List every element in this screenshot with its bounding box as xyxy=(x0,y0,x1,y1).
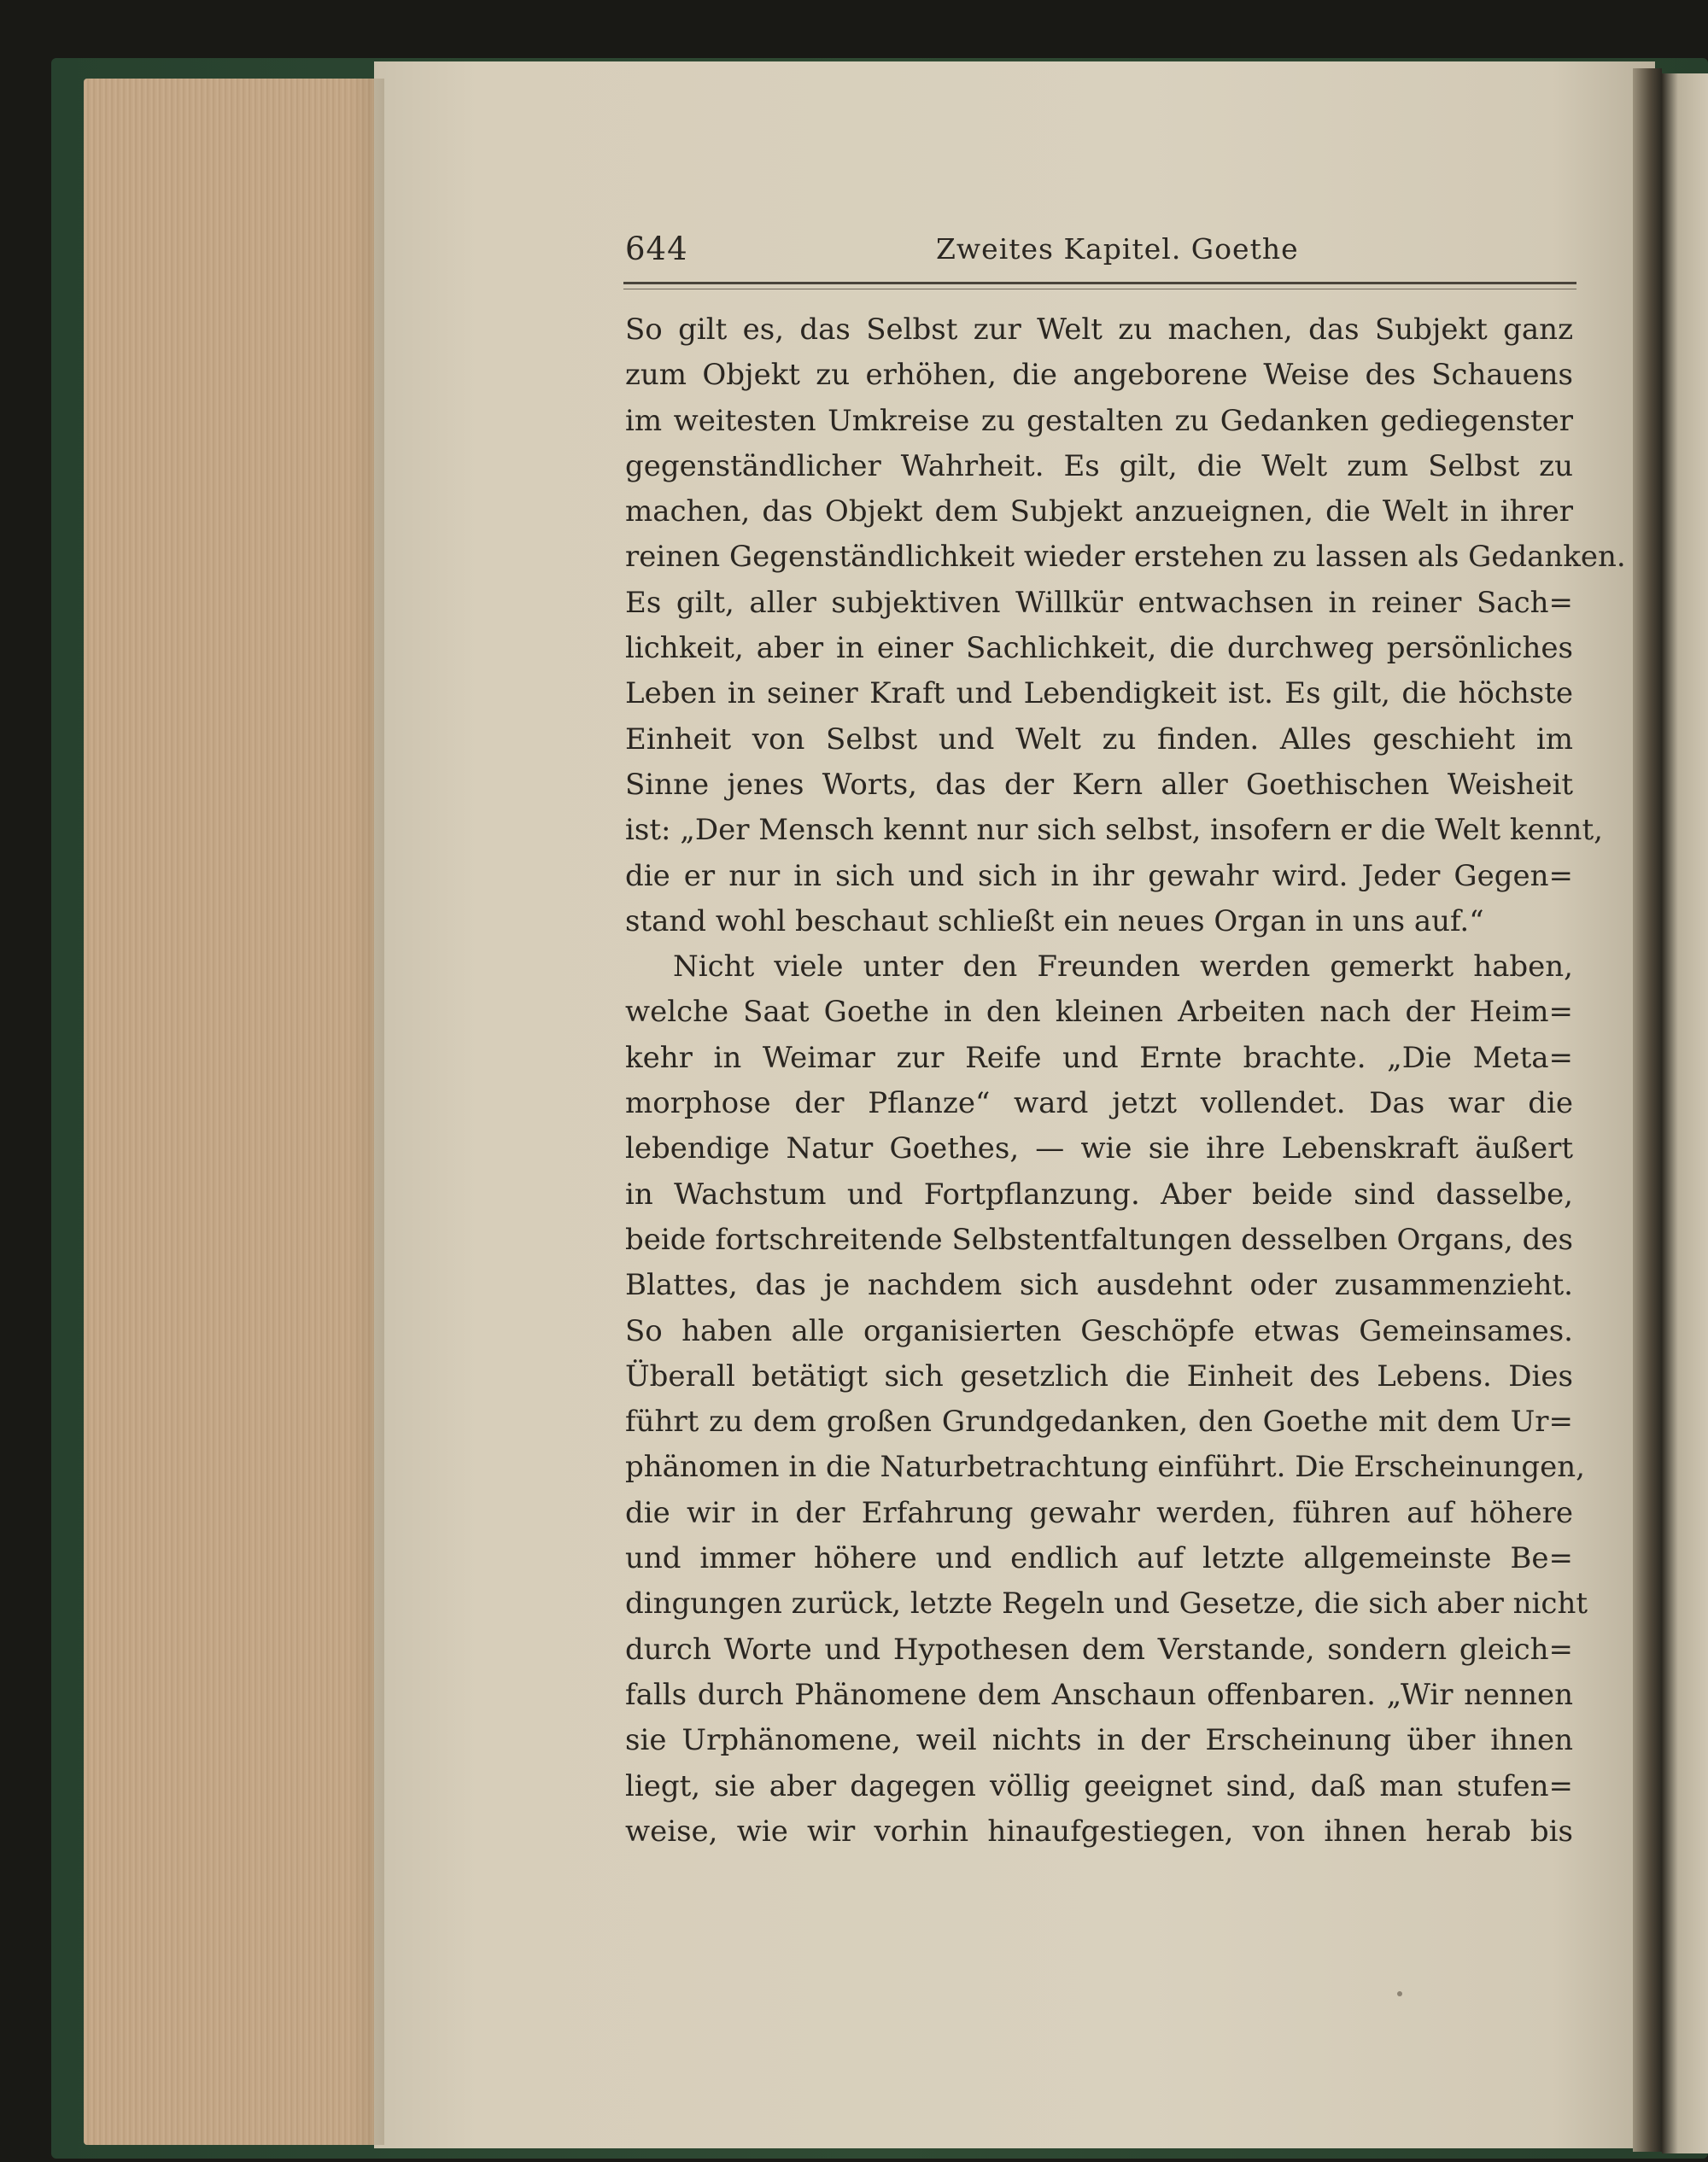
text-line: sie Urphänomene, weil nichts in der Erscheinung über ihnen xyxy=(625,1723,1573,1758)
header-rule xyxy=(623,282,1576,284)
text-line: kehr in Weimar zur Reife und Ernte brachte. „Die Meta= xyxy=(625,1040,1573,1075)
text-line: ist: „Der Mensch kennt nur sich selbst, insofern er die Welt kennt, xyxy=(625,813,1603,848)
text-line: weise, wie wir vorhin hinaufgestiegen, von ihnen herab bis xyxy=(625,1814,1573,1849)
text-line: Einheit von Selbst und Welt zu finden. Alles geschieht im xyxy=(625,722,1573,757)
paper-speck xyxy=(1397,1991,1402,1996)
text-line: lebendige Natur Goethes, — wie sie ihre Lebenskraft äußert xyxy=(625,1131,1573,1166)
text-line-paragraph-start: Nicht viele unter den Freunden werden gemerkt haben, xyxy=(673,950,1573,985)
text-line: durch Worte und Hypothesen dem Verstande, sondern gleich= xyxy=(625,1632,1573,1667)
facing-page-edge xyxy=(1662,73,1708,2153)
text-line: die wir in der Erfahrung gewahr werden, führen auf höhere xyxy=(625,1495,1573,1530)
text-line: lichkeit, aber in einer Sachlichkeit, die durchweg persönliches xyxy=(625,631,1573,666)
page-edge-shadow xyxy=(350,79,384,2145)
text-line: reinen Gegenständlichkeit wieder erstehen zu lassen als Gedanken. xyxy=(625,540,1626,575)
text-line: beide fortschreitende Selbstentfaltungen desselben Organs, des xyxy=(625,1222,1573,1257)
text-line: So gilt es, das Selbst zur Welt zu machen, das Subjekt ganz xyxy=(625,313,1573,347)
text-line: dingungen zurück, letzte Regeln und Gesetze, die sich aber nicht xyxy=(625,1586,1588,1622)
book-gutter xyxy=(1633,68,1662,2152)
text-line: führt zu dem großen Grundgedanken, den Goethe mit dem Ur= xyxy=(625,1405,1573,1440)
text-line: im weitesten Umkreise zu gestalten zu Gedanken gediegenster xyxy=(625,403,1573,438)
text-line: welche Saat Goethe in den kleinen Arbeiten nach der Heim= xyxy=(625,995,1573,1030)
text-line: phänomen in die Naturbetrachtung einführt. Die Erscheinungen, xyxy=(625,1450,1585,1485)
text-line: Überall betätigt sich gesetzlich die Einheit des Lebens. Dies xyxy=(625,1359,1573,1394)
text-line: stand wohl beschaut schließt ein neues Organ in uns auf.“ xyxy=(625,903,1484,938)
body-text xyxy=(625,307,1626,1855)
text-line: falls durch Phänomene dem Anschaun offenbaren. „Wir nennen xyxy=(625,1677,1573,1712)
text-line: in Wachstum und Fortpflanzung. Aber beide sind dasselbe, xyxy=(625,1177,1573,1212)
text-line: Sinne jenes Worts, das der Kern aller Goethischen Weisheit xyxy=(625,767,1573,802)
chapter-title: Zweites Kapitel. Goethe xyxy=(936,232,1299,266)
text-line: die er nur in sich und sich in ihr gewahr wird. Jeder Gegen= xyxy=(625,858,1573,893)
text-line: gegenständlicher Wahrheit. Es gilt, die Welt zum Selbst zu xyxy=(625,448,1573,483)
text-line: zum Objekt zu erhöhen, die angeborene Weise des Schauens xyxy=(625,358,1573,393)
page-number: 644 xyxy=(625,231,688,267)
text-line: morphose der Pflanze“ ward jetzt vollendet. Das war die xyxy=(625,1086,1573,1121)
text-line: liegt, sie aber dagegen völlig geeignet sind, daß man stufen= xyxy=(625,1768,1573,1803)
running-head xyxy=(625,231,1573,280)
text-line: Leben in seiner Kraft und Lebendigkeit ist. Es gilt, die höchste xyxy=(625,676,1573,711)
text-line: machen, das Objekt dem Subjekt anzueignen, die Welt in ihrer xyxy=(625,494,1573,529)
text-line: Es gilt, aller subjektiven Willkür entwachsen in reiner Sach= xyxy=(625,585,1573,620)
page-block-edges xyxy=(84,79,374,2145)
text-line: und immer höhere und endlich auf letzte allgemeinste Be= xyxy=(625,1541,1573,1576)
text-line: Blattes, das je nachdem sich ausdehnt oder zusammenzieht. xyxy=(625,1268,1573,1303)
text-line: So haben alle organisierten Geschöpfe etwas Gemeinsames. xyxy=(625,1313,1573,1348)
